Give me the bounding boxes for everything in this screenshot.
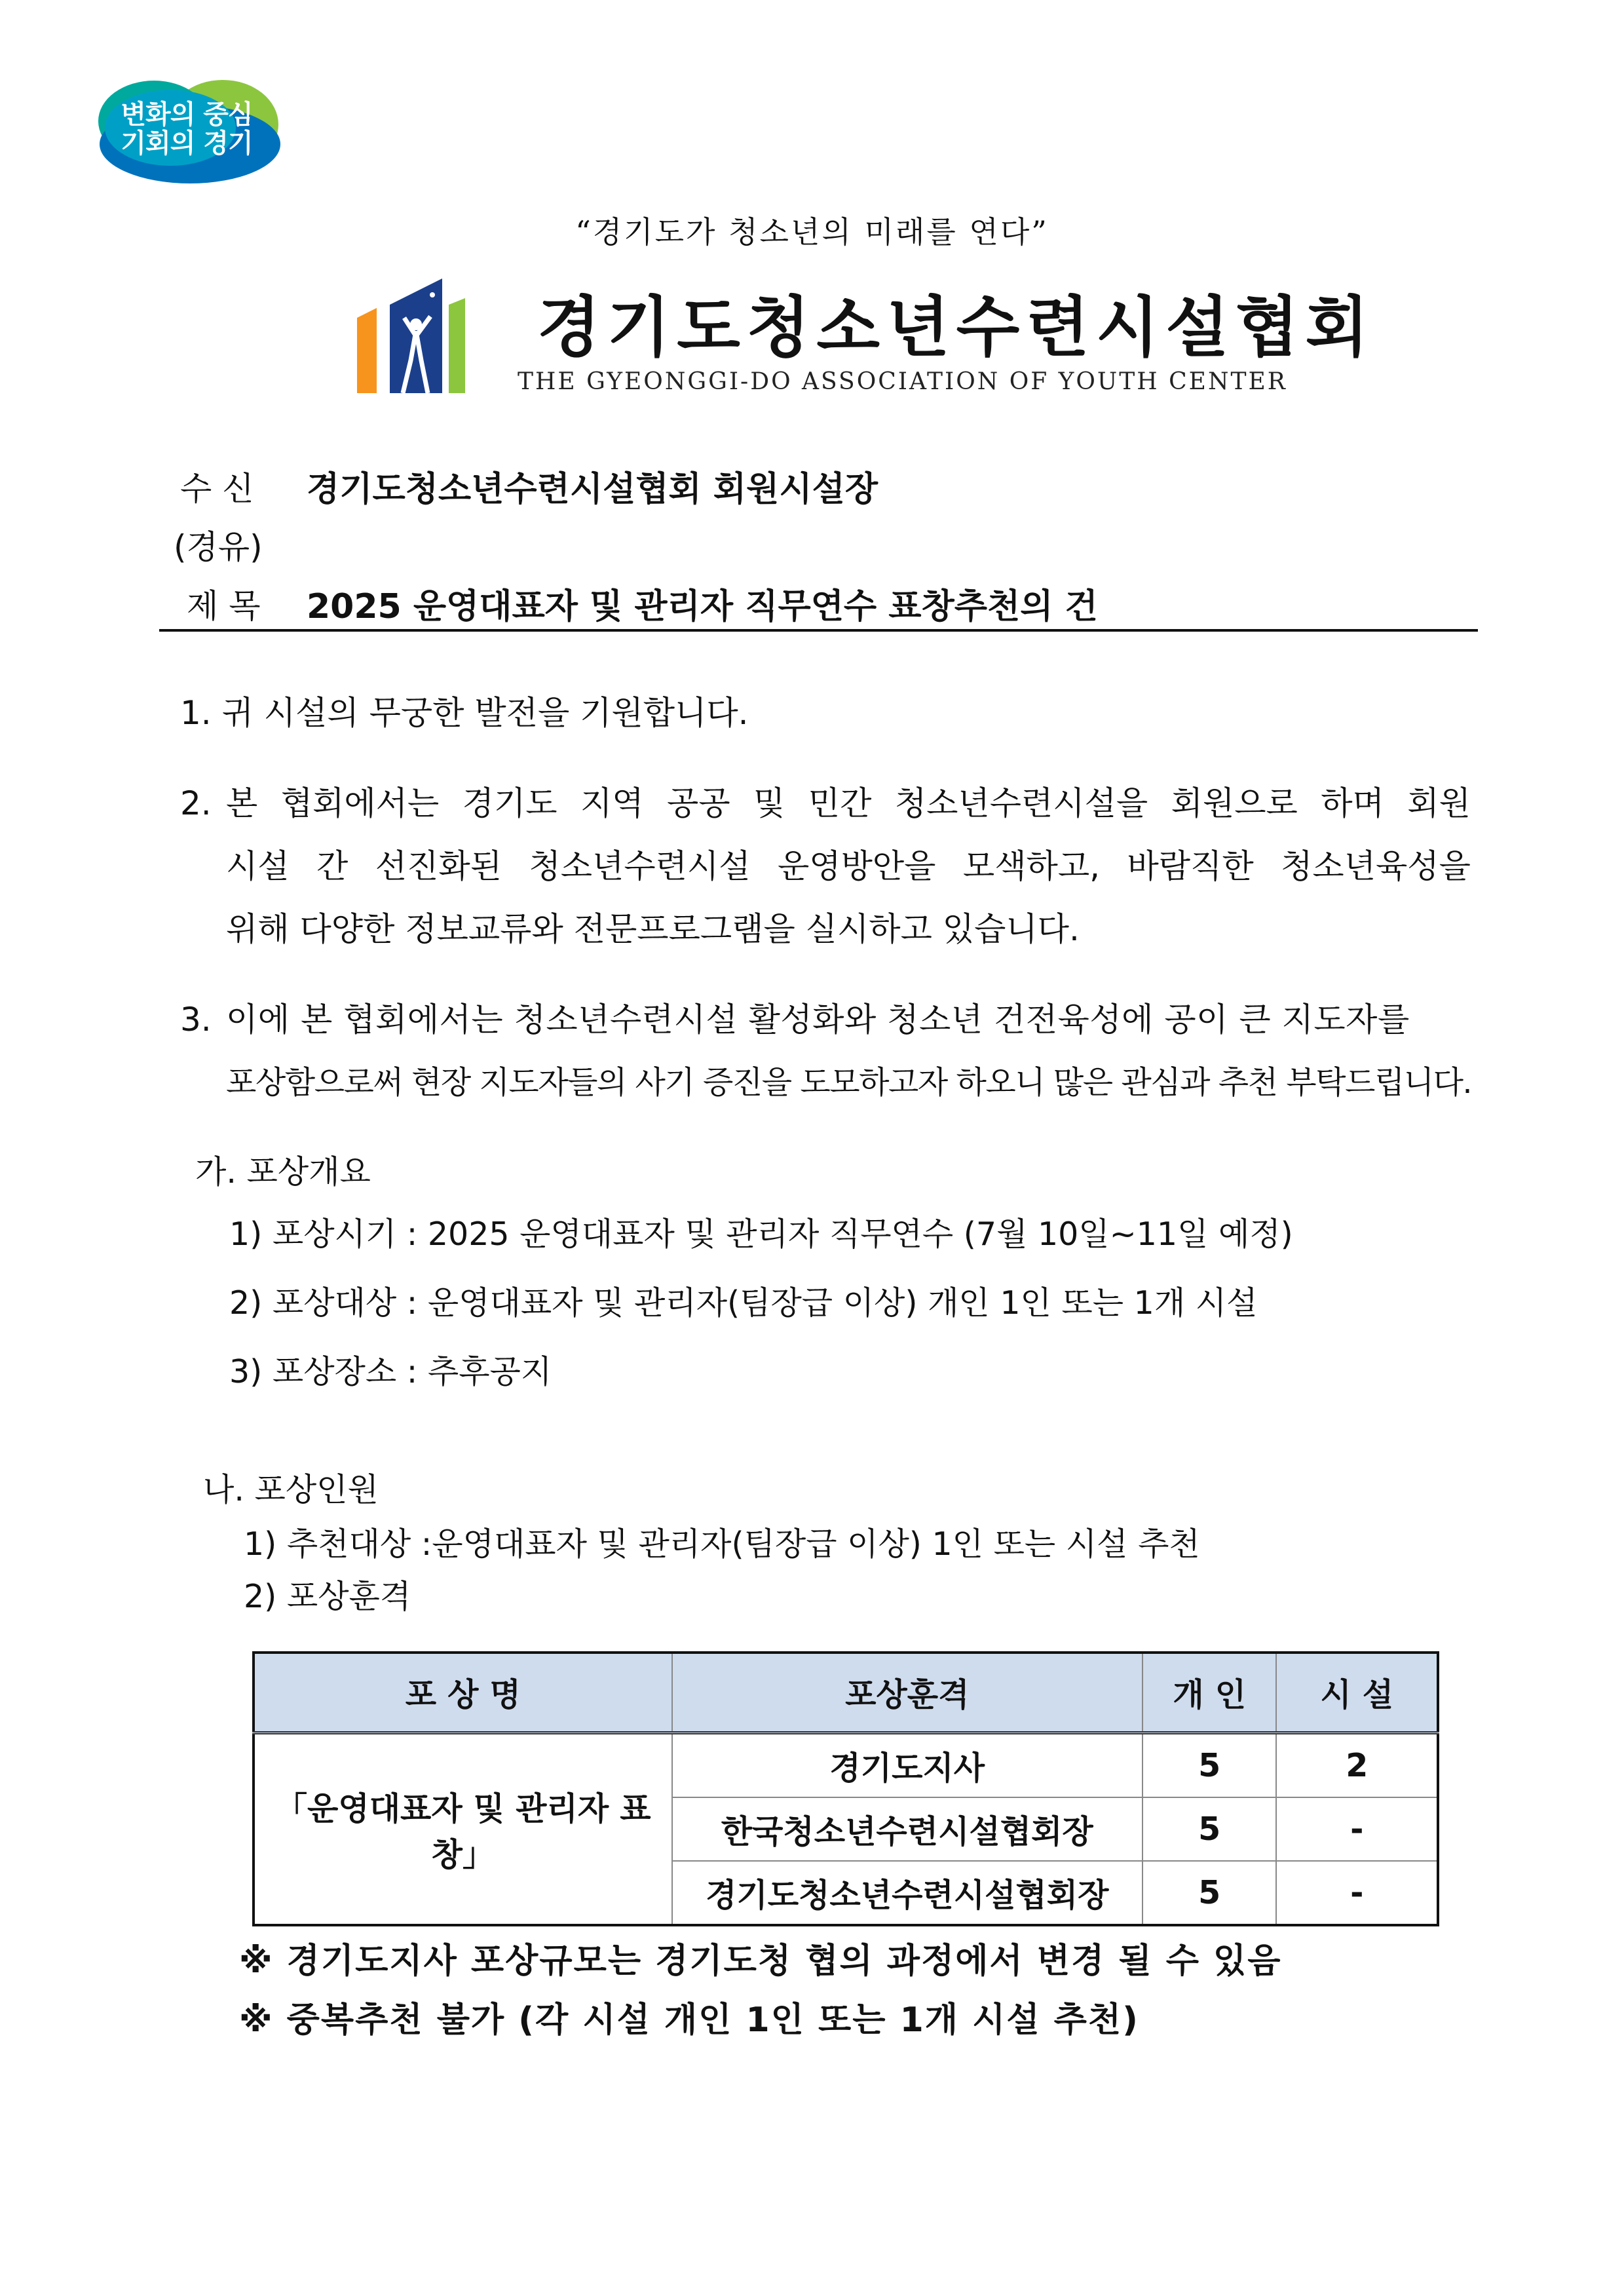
section-na-item-1: 1) 추천대상 :운영대표자 및 관리자(팀장급 이상) 1인 또는 시설 추천	[244, 1525, 1200, 1563]
individual-cell: 5	[1142, 1797, 1277, 1861]
logo-line1: 변화의 중심	[121, 100, 253, 130]
paragraph-2-line-1	[226, 772, 1471, 835]
table-row	[254, 1733, 1438, 1798]
grade-cell: 경기도지사	[672, 1733, 1142, 1798]
header-award-name: 포 상 명	[254, 1653, 672, 1733]
paragraph-2-line-1-word: 공공	[667, 784, 730, 822]
paragraph-2-line-1-word: 지역	[580, 784, 644, 822]
paragraph-2-line-1-word: 경기도	[462, 784, 557, 822]
paragraph-2-line-2-word: 운영방안을	[777, 847, 936, 885]
paragraph-2-line-2-word: 청소년수련시설	[529, 847, 751, 885]
grade-cell: 경기도청소년수련시설협회장	[672, 1861, 1142, 1925]
award-table	[252, 1651, 1439, 1926]
association-emblem-icon	[350, 278, 475, 396]
paragraph-2-line-2-word: 모색하고,	[962, 847, 1101, 885]
paragraph-2-line-1-word: 회원	[1407, 784, 1471, 822]
subject-value: 2025 운영대표자 및 관리자 직무연수 표창추천의 건	[307, 587, 1098, 626]
grade-cell: 한국청소년수련시설협회장	[672, 1797, 1142, 1861]
paragraph-2-line-2-word: 청소년육성을	[1281, 847, 1471, 885]
individual-cell: 5	[1142, 1861, 1277, 1925]
gyeonggi-logo	[92, 75, 282, 187]
individual-cell: 5	[1142, 1733, 1277, 1798]
slogan: “경기도가 청소년의 미래를 연다”	[575, 214, 1049, 250]
section-ga-item-1: 1) 포상시기 : 2025 운영대표자 및 관리자 직무연수 (7월 10일~11일 예정)	[229, 1215, 1293, 1253]
paragraph-2-line-2-word: 간	[316, 847, 349, 885]
recipient-value: 경기도청소년수련시설협회 회원시설장	[307, 470, 878, 509]
note-2: ※ 중복추천 불가 (각 시설 개인 1인 또는 1개 시설 추천)	[239, 2000, 1139, 2040]
paragraph-2-line-1-word: 하며	[1321, 784, 1384, 822]
paragraph-2-line-1-word: 민간	[808, 784, 872, 822]
recipient-label: 수 신	[180, 470, 254, 508]
section-ga-item-2: 2) 포상대상 : 운영대표자 및 관리자(팀장급 이상) 개인 1인 또는 1개 시설	[229, 1284, 1258, 1322]
paragraph-2-line-2-word: 바람직한	[1127, 847, 1254, 885]
section-ga-item-3: 3) 포상장소 : 추후공지	[229, 1353, 552, 1390]
section-ga-title: 가. 포상개요	[195, 1153, 371, 1191]
paragraph-2-line-1-word: 본	[226, 784, 258, 822]
paragraph-2-number: 2.	[180, 784, 212, 822]
logo-line2: 기회의 경기	[121, 128, 253, 159]
paragraph-2-line-1-word: 회원으로	[1171, 784, 1298, 822]
association-logo	[350, 278, 475, 396]
paragraph-3-line-1: 이에 본 협회에서는 청소년수련시설 활성화와 청소년 건전육성에 공이 큰 지도자를	[226, 1001, 1410, 1039]
association-english-name: THE GYEONGGI-DO ASSOCIATION OF YOUTH CENTER	[518, 368, 1287, 395]
paragraph-1: 1. 귀 시설의 무궁한 발전을 기원합니다.	[180, 694, 749, 732]
paragraph-2-line-1-word: 협회에서는	[280, 784, 440, 822]
facility-cell: -	[1276, 1797, 1438, 1861]
header-grade: 포상훈격	[672, 1653, 1142, 1733]
paragraph-3-line-2: 포상함으로써 현장 지도자들의 사기 증진을 도모하고자 하오니 많은 관심과 추천 부탁드립니다.	[226, 1064, 1472, 1101]
header-facility: 시 설	[1276, 1653, 1438, 1733]
header-individual: 개 인	[1142, 1653, 1277, 1733]
paragraph-3-number: 3.	[180, 1001, 212, 1039]
paragraph-2-line-3: 위해 다양한 정보교류와 전문프로그램을 실시하고 있습니다.	[226, 910, 1080, 948]
paragraph-2-line-2-word: 시설	[226, 847, 290, 885]
paragraph-2-line-1-word: 및	[753, 784, 785, 822]
table-header-row	[254, 1653, 1438, 1733]
section-na-item-2: 2) 포상훈격	[244, 1578, 411, 1615]
facility-cell: -	[1276, 1861, 1438, 1925]
facility-cell: 2	[1276, 1733, 1438, 1798]
award-name-cell: 「운영대표자 및 관리자 표창」	[254, 1733, 672, 1926]
section-na-title: 나. 포상인원	[203, 1471, 379, 1508]
note-1: ※ 경기도지사 포상규모는 경기도청 협의 과정에서 변경 될 수 있음	[239, 1942, 1282, 1981]
via-label: (경유)	[174, 528, 263, 566]
association-name: 경기도청소년수련시설협회	[537, 289, 1376, 366]
subject-label: 제 목	[187, 587, 261, 625]
paragraph-2-line-1-word: 청소년수련시설을	[894, 784, 1148, 822]
paragraph-2-line-2-word: 선진화된	[375, 847, 502, 885]
paragraph-2-line-2	[226, 835, 1471, 898]
header-divider	[159, 629, 1478, 632]
